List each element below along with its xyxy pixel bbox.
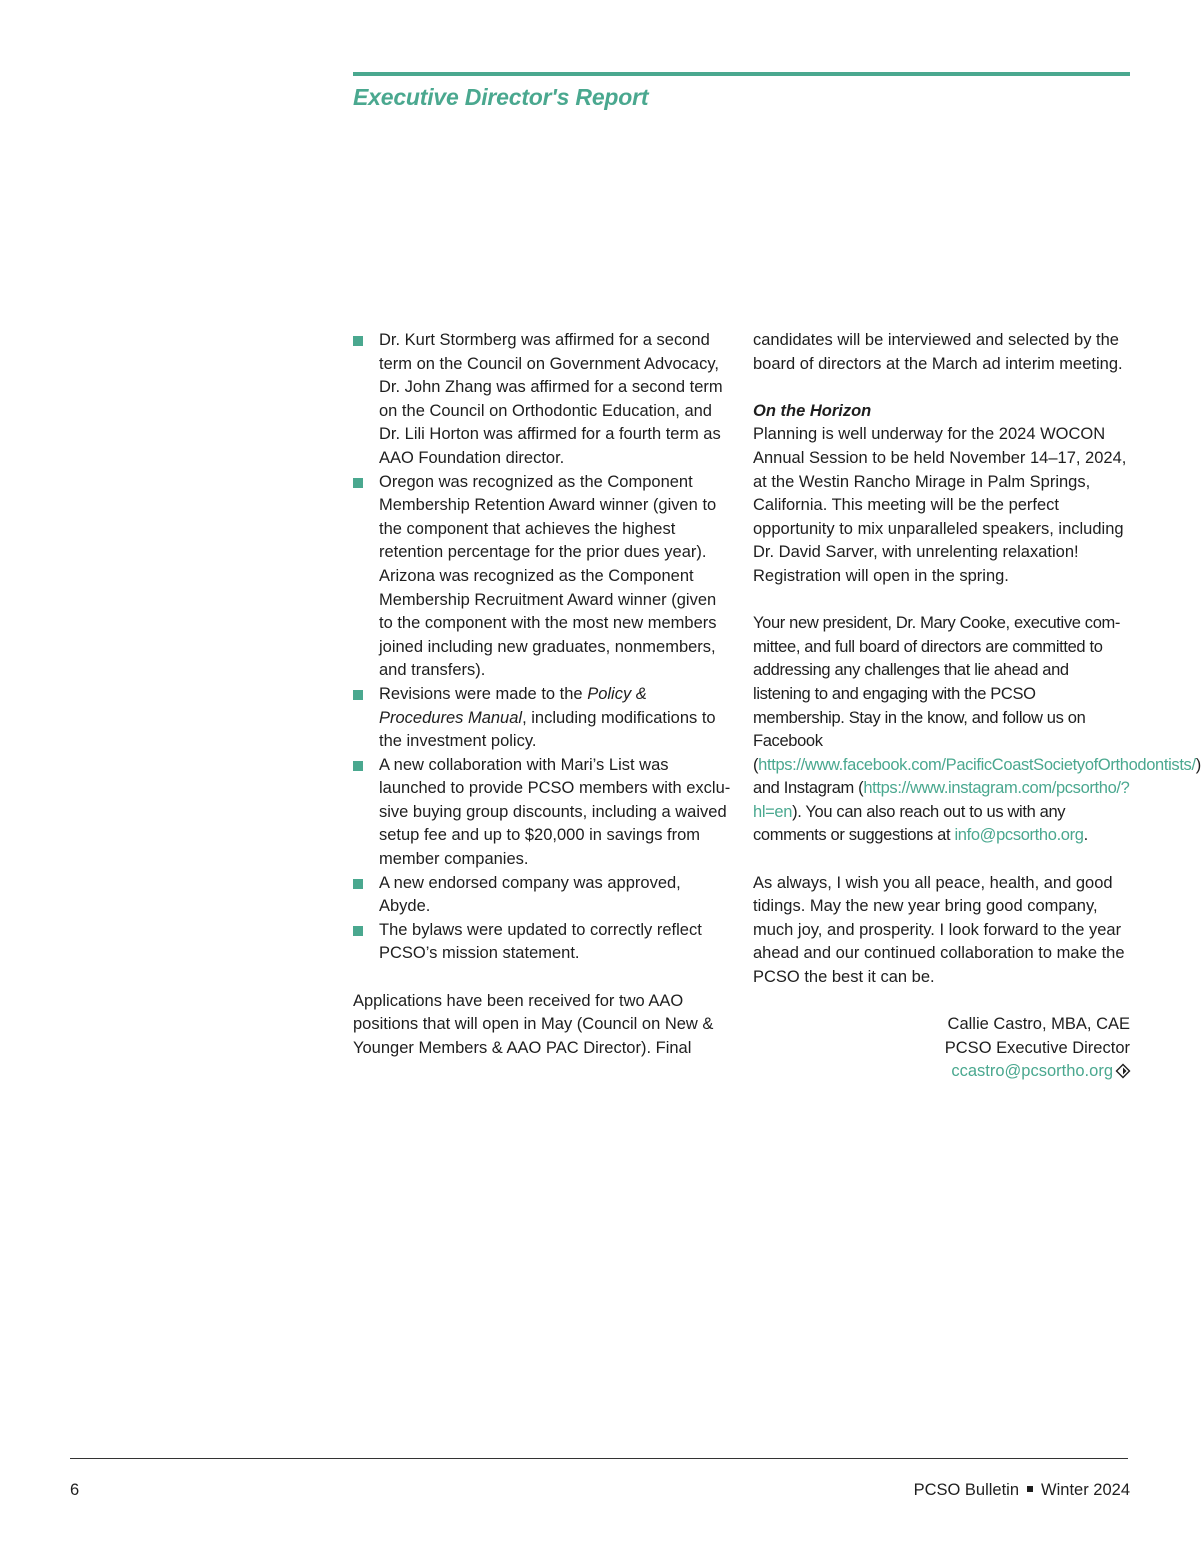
square-bullet-icon — [353, 336, 363, 346]
list-item-text: The bylaws were updated to correctly reflect PCSO’s mission statement. — [379, 920, 702, 963]
closing-paragraph: As always, I wish you all peace, health, and good tidings. May the new year bring good company, much joy, and prosperity. I look forward to the year ahead and our continued collaboration to make the PCSO the best it can be. — [753, 873, 1125, 987]
left-column — [353, 329, 731, 1060]
issue-date: Winter 2024 — [1041, 1481, 1130, 1499]
list-item — [353, 919, 731, 966]
list-item-text: Oregon was recognized as the Component Membership Retention Award winner (given to the component that achieves the highest retention percentage for the prior dues year). Arizona was recognized as the Component Membership Recruitment Award winner (given to the component with the most new members joined including new graduates, nonmembers, and transfers). — [379, 472, 717, 680]
manual-title: Policy & Procedures Manual — [379, 684, 647, 727]
right-column — [753, 329, 1201, 1084]
publication-name: PCSO Bulletin — [913, 1481, 1020, 1499]
signature-email-link[interactable]: ccastro@pcsortho.org — [951, 1062, 1113, 1081]
page-number: 6 — [70, 1481, 80, 1499]
facebook-link[interactable]: https://www.facebook.com/PacificCoastSocietyofOrthodontists/ — [758, 755, 1196, 774]
list-item-text-after: , including modifications to the investment policy. — [379, 708, 716, 751]
footer-rule — [70, 1458, 1128, 1459]
list-item — [353, 683, 731, 754]
square-bullet-icon — [353, 761, 363, 771]
president-paragraph — [753, 612, 1201, 848]
square-bullet-icon — [353, 926, 363, 936]
achievements-list — [353, 329, 731, 966]
publication-info — [914, 1481, 1130, 1500]
signature-block — [753, 1013, 1130, 1084]
applications-paragraph: Applications have been received for two AAO positions that will open in May (Council on New & Younger Members & AAO PAC Director). Final — [353, 991, 714, 1057]
list-item-text: A new endorsed company was approved, Abyde. — [379, 873, 681, 916]
president-text: ) and Instagram ( — [753, 755, 1201, 798]
instagram-link[interactable]: https://www.instagram.com/pcsortho/?hl=en — [753, 779, 1130, 821]
square-separator-icon — [1027, 1486, 1033, 1492]
info-email-link[interactable]: info@pcsortho.org — [954, 826, 1084, 845]
header-rule — [353, 72, 1130, 76]
list-item-text — [379, 685, 716, 750]
list-item-text-before: Revisions were made to the — [379, 684, 588, 703]
list-item — [353, 754, 731, 872]
president-text: ). You can also reach out to us with any comments or suggestions at — [753, 802, 1066, 845]
president-text: . — [1083, 826, 1088, 845]
list-item — [353, 872, 731, 919]
square-bullet-icon — [353, 478, 363, 488]
continuation-paragraph: candidates will be interviewed and selected by the board of directors at the March ad interim meeting. — [753, 331, 1123, 373]
square-bullet-icon — [353, 879, 363, 889]
list-item — [353, 471, 731, 683]
end-mark-diamond-icon — [1116, 1064, 1130, 1078]
section-title: Executive Director's Report — [353, 84, 649, 110]
president-text: Your new president, Dr. Mary Cooke, executive com-mittee, and full board of directors are committed to addressing any challenges that lie ahead and listening to and engaging with the PCSO membership. Stay in the know, and follow us on Facebook ( — [753, 614, 1121, 774]
horizon-paragraph: Planning is well underway for the 2024 WOCON Annual Session to be held November 14–17, 2024, at the Westin Rancho Mirage in Palm Springs, California. This meeting will be the perfect opportunity to mix unparalleled speakers, including Dr. David Sarver, with unrelenting relaxation! Registration will open in the spring. — [753, 425, 1127, 585]
list-item-text: Dr. Kurt Stormberg was affirmed for a second term on the Council on Government Advocacy, Dr. John Zhang was affirmed for a second term on the Council on Orthodontic Education, and Dr. Lili Horton was affirmed for a fourth term as AAO Foundation director. — [379, 331, 723, 467]
signature-title: PCSO Executive Director — [944, 1038, 1130, 1057]
list-item — [353, 329, 731, 471]
signature-name: Callie Castro, MBA, CAE — [947, 1015, 1130, 1034]
horizon-heading: On the Horizon — [753, 401, 872, 420]
list-item-text: A new collaboration with Mari’s List was launched to provide PCSO members with exclu-sive buying group discounts, including a waived setup fee and up to $20,000 in savings from member companies. — [379, 755, 731, 869]
signature-email-line — [753, 1060, 1130, 1084]
square-bullet-icon — [353, 690, 363, 700]
